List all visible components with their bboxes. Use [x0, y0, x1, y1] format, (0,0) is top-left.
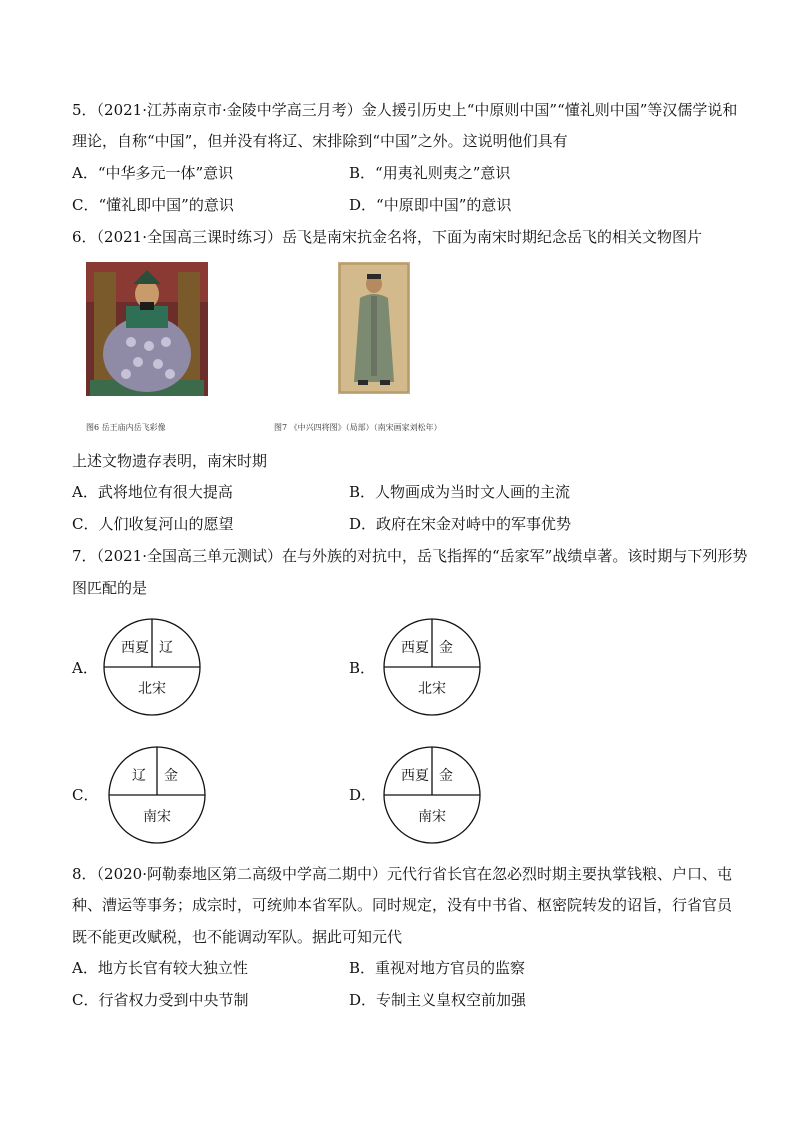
q7-a-top-right: 辽 [159, 640, 173, 656]
q7-c-top-left: 辽 [132, 768, 146, 784]
q7-option-a-label[interactable]: A． [72, 659, 98, 677]
q5-stem-line2: 理论，自称“中国”，但并没有将辽、宋排除到“中国”之外。这说明他们具有 [72, 132, 568, 150]
q7-a-bottom: 北宋 [138, 681, 166, 697]
q7-b-top-left: 西夏 [401, 640, 429, 656]
q5-option-c[interactable]: C．“懂礼即中国”的意识 [72, 196, 234, 214]
q8-stem-line3: 既不能更改赋税，也不能调动军队。据此可知元代 [72, 928, 403, 946]
zhongxing-painting-image [338, 262, 410, 394]
q6-option-b[interactable]: B．人物画成为当时文人画的主流 [349, 483, 571, 501]
q7-option-c-diagram[interactable] [107, 745, 207, 849]
figure6-caption: 图6 岳王庙内岳飞彩像 [86, 423, 166, 432]
q7-d-top-left: 西夏 [401, 768, 429, 784]
q7-option-d-label[interactable]: D． [349, 786, 377, 804]
q7-stem-line1: 7．（2021·全国高三单元测试）在与外族的对抗中，岳飞指挥的“岳家军”战绩卓著。该时期与下列形势 [72, 547, 748, 565]
q5-option-a[interactable]: A．“中华多元一体”意识 [72, 164, 234, 182]
q7-option-d-diagram[interactable] [382, 745, 482, 849]
q7-b-top-right: 金 [439, 640, 453, 656]
q8-option-c[interactable]: C．行省权力受到中央节制 [72, 991, 249, 1009]
q7-c-bottom: 南宋 [143, 809, 171, 825]
q8-stem-line2: 种、漕运等事务；成宗时，可统帅本省军队。同时规定，没有中书省、枢密院转发的诏旨，行省官员 [72, 896, 733, 914]
q6-stem-line1: 6．（2021·全国高三课时练习）岳飞是南宋抗金名将，下面为南宋时期纪念岳飞的相关文物图片 [72, 228, 702, 246]
q7-d-bottom: 南宋 [418, 809, 446, 825]
q6-option-d[interactable]: D．政府在宋金对峙中的军事优势 [349, 515, 572, 533]
q6-option-c[interactable]: C．人们收复河山的愿望 [72, 515, 234, 533]
q7-d-top-right: 金 [439, 768, 453, 784]
q6-option-a[interactable]: A．武将地位有很大提高 [72, 483, 233, 501]
q7-option-b-diagram[interactable] [382, 617, 482, 721]
q8-option-b[interactable]: B．重视对地方官员的监察 [349, 959, 526, 977]
yuefei-statue-image [86, 262, 208, 396]
q7-c-top-right: 金 [164, 768, 178, 784]
q7-option-c-label[interactable]: C． [72, 786, 99, 804]
q5-stem-line1: 5．（2021·江苏南京市·金陵中学高三月考）金人援引历史上“中原则中国”“懂礼则中国”等汉儒学说和 [72, 101, 738, 119]
q5-option-d[interactable]: D．“中原即中国”的意识 [349, 196, 512, 214]
q6-stem-line2: 上述文物遗存表明，南宋时期 [72, 452, 268, 470]
figure7-caption: 图7 《中兴四将图》（局部）（南宋画家刘松年） [274, 423, 442, 432]
q7-a-top-left: 西夏 [121, 640, 149, 656]
q8-stem-line1: 8．（2020·阿勒泰地区第二高级中学高二期中）元代行省长官在忽必烈时期主要执掌钱粮、户口、屯 [72, 865, 732, 883]
q7-stem-line2: 图匹配的是 [72, 579, 148, 597]
q5-option-b[interactable]: B．“用夷礼则夷之”意识 [349, 164, 511, 182]
q7-option-a-diagram[interactable] [102, 617, 202, 721]
q8-option-d[interactable]: D．专制主义皇权空前加强 [349, 991, 527, 1009]
q8-option-a[interactable]: A．地方长官有较大独立性 [72, 959, 248, 977]
q7-option-b-label[interactable]: B． [349, 659, 376, 677]
q7-b-bottom: 北宋 [418, 681, 446, 697]
